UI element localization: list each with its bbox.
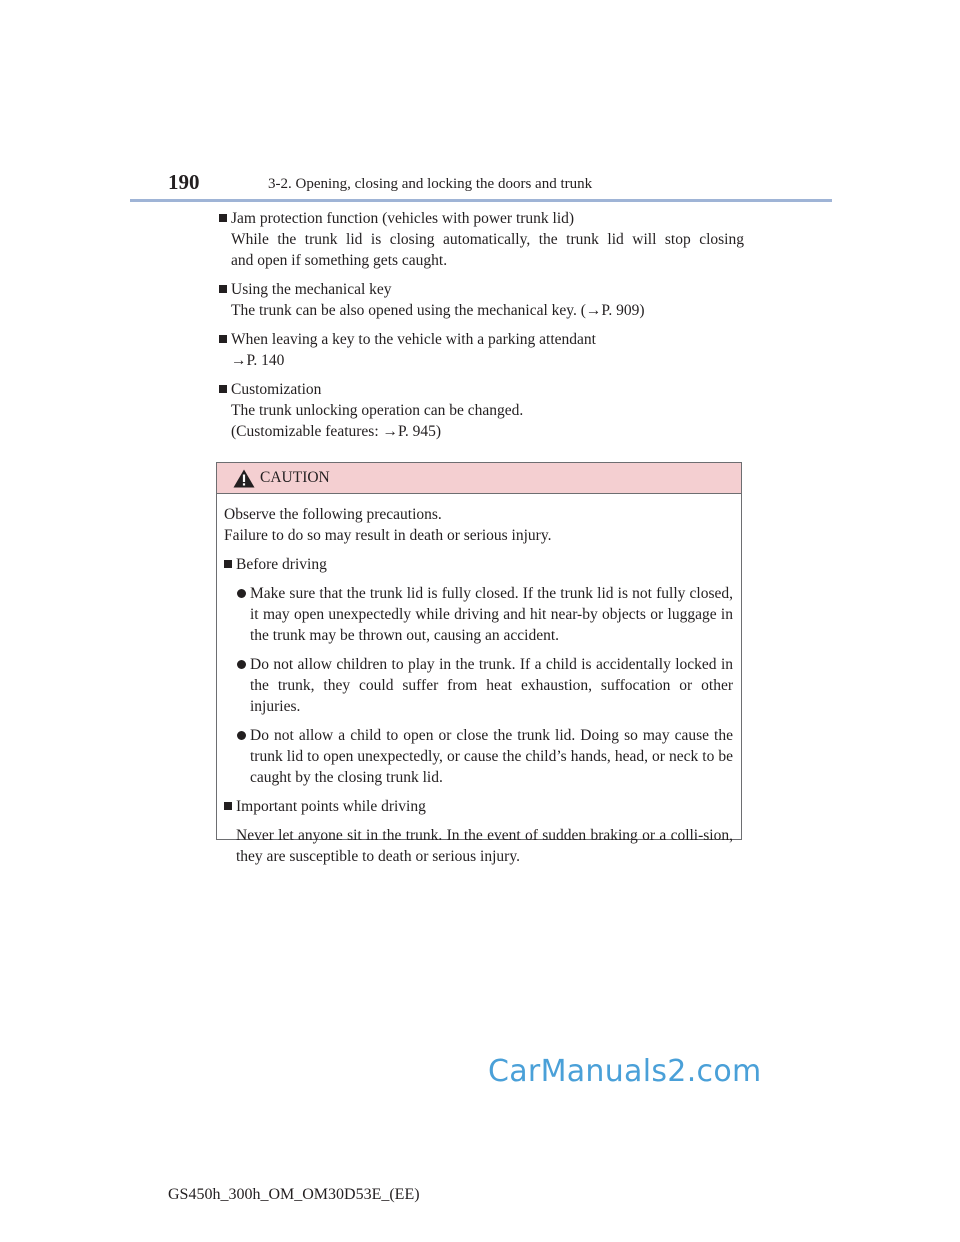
caution-note: Never let anyone sit in the trunk. In the event of sudden braking or a colli-sion, they are susceptible to death or serious injury.	[236, 827, 733, 865]
caution-header	[217, 463, 741, 494]
note-title: Jam protection function (vehicles with power trunk lid)	[231, 210, 575, 227]
caution-section-before-driving	[224, 554, 733, 575]
caution-label: CAUTION	[260, 469, 330, 486]
round-bullet-icon	[237, 731, 246, 740]
round-bullet-icon	[237, 589, 246, 598]
caution-intro: Observe the following precautions.	[224, 506, 442, 523]
caution-bullet	[224, 725, 733, 788]
note-text: and open if something gets caught.	[231, 252, 448, 269]
caution-bullet-text: Do not allow children to play in the trunk. If a child is accidentally locked in the trunk, they could suffer from heat exhaustion, suffocation or other injuries.	[250, 656, 733, 715]
caution-bullet	[224, 583, 733, 646]
note-item-parking-attendant	[219, 329, 744, 371]
caution-bullet-text: Make sure that the trunk lid is fully closed. If the trunk lid is not fully closed, it may open unexpectedly while driving and hit near-by objects or luggage in the trunk may be thrown out, causing an accident.	[250, 585, 733, 644]
header-rule	[130, 199, 832, 202]
square-bullet-icon	[219, 385, 227, 393]
caution-bullet-text: Do not allow a child to open or close the trunk lid. Doing so may cause the trunk lid to open unexpectedly, or cause the child’s hands, head, or neck to be caught by the closing trunk lid.	[250, 727, 733, 786]
square-bullet-icon	[224, 802, 232, 810]
note-item-customization	[219, 379, 744, 442]
footer-doc-id: GS450h_300h_OM_OM30D53E_(EE)	[168, 1186, 420, 1203]
note-text: The trunk unlocking operation can be changed.	[231, 402, 524, 419]
note-title: Using the mechanical key	[231, 281, 392, 298]
warning-triangle-icon	[233, 469, 255, 488]
page-reference: →P. 140	[231, 352, 285, 369]
caution-bullet	[224, 654, 733, 717]
square-bullet-icon	[224, 560, 232, 568]
notes-list	[219, 208, 744, 450]
note-item-mechanical-key	[219, 279, 744, 321]
caution-section-title: Important points while driving	[236, 798, 426, 815]
note-title: When leaving a key to the vehicle with a parking attendant	[231, 331, 596, 348]
square-bullet-icon	[219, 285, 227, 293]
note-title: Customization	[231, 381, 322, 398]
note-text: (Customizable features: →P. 945)	[231, 423, 442, 440]
site-watermark: CarManuals2.com	[488, 1054, 762, 1089]
note-text: While the trunk lid is closing automatically, the trunk lid will stop closing	[231, 231, 744, 248]
caution-section-important-points	[224, 796, 733, 817]
round-bullet-icon	[237, 660, 246, 669]
page-number: 190	[168, 170, 200, 194]
note-item-jam-protection	[219, 208, 744, 271]
caution-body	[217, 494, 741, 867]
note-text: The trunk can be also opened using the mechanical key. (→P. 909)	[231, 302, 645, 319]
section-title: 3-2. Opening, closing and locking the doors and trunk	[268, 176, 593, 192]
square-bullet-icon	[219, 214, 227, 222]
square-bullet-icon	[219, 335, 227, 343]
caution-section-title: Before driving	[236, 556, 327, 573]
caution-intro: Failure to do so may result in death or serious injury.	[224, 527, 552, 544]
caution-box	[216, 462, 742, 865]
